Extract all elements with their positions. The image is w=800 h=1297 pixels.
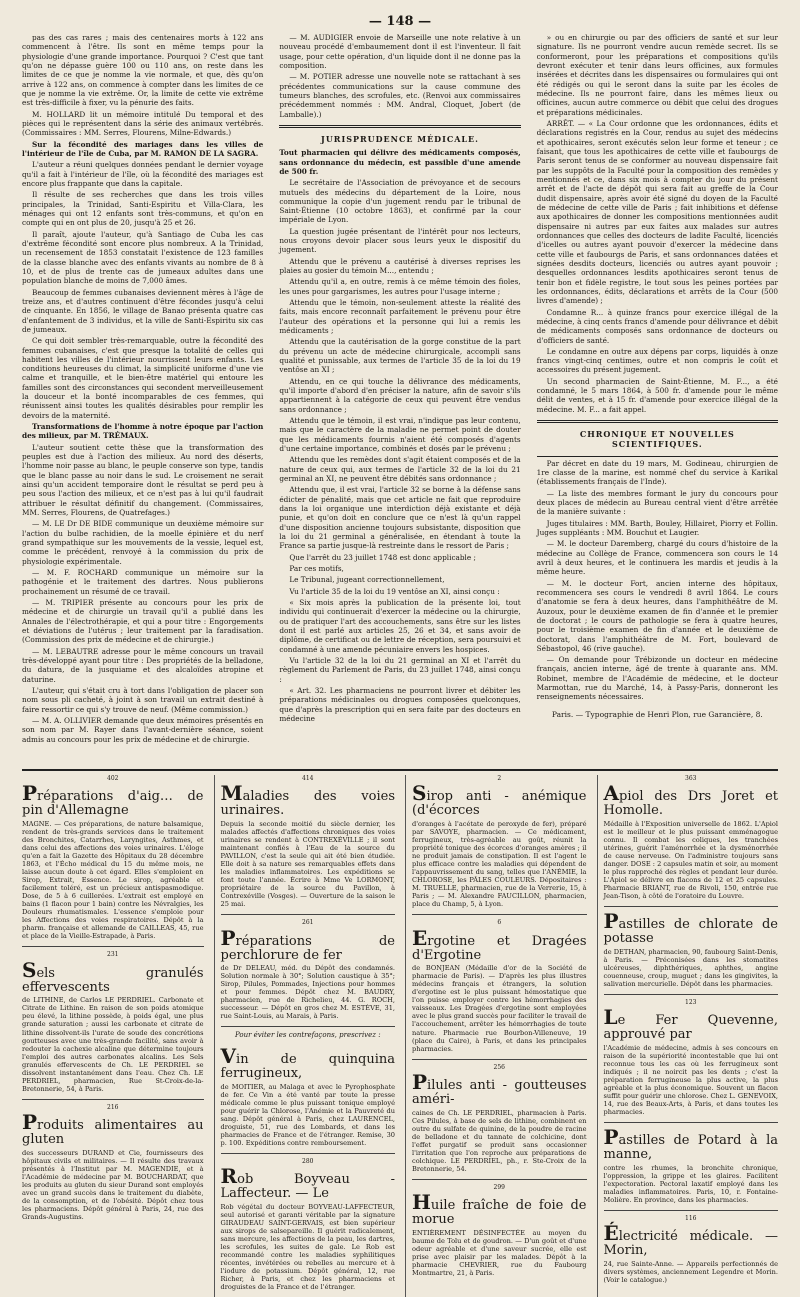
section-divider (537, 420, 778, 423)
ad-body: Rob végétal du docteur BOYVEAU-LAFFECTEUR, seul autorisé et garanti véritable par la signature GIRAUDEAU SAINT-GERVAIS, est bien supérieur aux sirops de salsepareille. Il guérit radicalement, sans mercure, les affections de la peau, les dartres, les scrofules, les suites de gale. Le Rob est recommandé contre les maladies syphilitiques récentes, invétérées ou rebelles au mercure et à l'iodure de potassium. Dépôt général, 12, rue Richer, à Paris, et chez les pharmaciens et droguistes de la France et de l'étranger. (220, 1202, 395, 1292)
ad-body: de Dr DELEAU, méd. du Dépôt des condamnés. Solution normale à 30°; Solution caustique à 35°; Sirop, Pilules, Pommades, Injections pour hommes et pour femmes. Dépôt chez M. BAUDRY, pharmacien, rue de Richelieu, 44. G. ROCH, successeur. — Dépôt en gros chez M. ESTÈVE, 31, rue Saint-Louis, au Marais, à Paris. (220, 964, 395, 1021)
advertisement (604, 911, 779, 988)
ad-title: Sels granulés effervescents (22, 957, 204, 995)
ad-number: 414 (302, 775, 314, 782)
paragraph: Attendu que les remèdes dont s'agit étaient composés et de la nature de ceux qui, aux termes de l'article 32 de la loi du 21 germinal an XI, ne peuvent être débités sans ordonnance ; (279, 455, 521, 484)
advertisement (221, 1046, 396, 1147)
advertisement (412, 1184, 587, 1277)
ad-body: Médaille à l'Exposition universelle de 1862. L'Apiol est le meilleur et le plus puissant emménagogue connu. Il combat les coliques, les tranchées utérines, guérit l'aménorrhée et la dysménorrhée de cause nerveuse. On l'administre toujours sans danger. DOSE : 2 capsules matin et soir, au moment le plus rapproché des règles et pendant leur durée. L'Apiol se délivre en flacons de 12 et 25 capsules. Pharmacie BRIANT, rue de Rivoli, 150, entrée rue Jean-Tison, à côté de l'oratoire du Louvre. (603, 819, 778, 901)
column-3 (537, 33, 778, 763)
advertisement (604, 1215, 779, 1284)
ad-number: 261 (302, 919, 314, 927)
advertisement (412, 775, 587, 908)
ad-number: 2 (497, 775, 502, 782)
paragraph: — M. le docteur Daremberg, chargé du cours d'histoire de la médecine au Collège de France, commencera son cours le 14 avril à deux heures, et le continuera les mardis et jeudis à la même heure. (536, 539, 778, 577)
article-columns (22, 33, 778, 763)
ad-body: de MOITIER, au Malaga et avec le Pyrophosphate de fer. Ce Vin a été vanté par toute la presse médicale comme le plus puissant tonique employé pour guérir la Chlorose, l'Anémie et la Pauvreté du sang. Dépôt général à Paris, chez LAURENCEL, droguiste, 51, rue des Lombards, et dans les pharmacies de France et de l'étranger. Remise, 30 p. 100. Expéditions contre remboursement. (220, 1082, 395, 1147)
ad-number: 6 (497, 919, 502, 927)
paragraph: Attendu que la cautérisation de la gorge constitue de la part du prévenu un acte de médecine chirurgicale, accompli sans qualité et punissable, aux termes de l'article 35 de la loi du 19 ventôse an XI ; (279, 337, 521, 375)
paragraph: — M. LEBAUTRE adresse pour le même concours un travail très-développé ayant pour titre : Des propriétés de la belladone, du datura, de la jusquiame et des alcaloïdes atropine et daturine. (22, 646, 264, 684)
ad-divider (221, 914, 396, 915)
subheading: Transformations de l'homme à notre époque par l'action des milieux, par M. TRÉMAUX. (22, 422, 264, 441)
advertisement (604, 1127, 779, 1204)
column-1 (22, 33, 263, 763)
ad-title: Apiol des Drs Joret et Homolle. (603, 781, 778, 819)
paragraph: Attendu que, il est vrai, l'article 32 se borne à la défense sans édicter de pénalité, mais que cet article ne fait que reproduire dans la loi organique une interdiction déjà existante et déjà punie, et qu'on doit en conclure que ce n'est là qu'un rappel d'une disposition ancienne toujours subsistante, disposition que la loi du 21 germinal a généralisée, en étendant à toute la France sa partie jusque-là restreinte dans le ressort de Paris ; (279, 485, 521, 551)
paragraph: « Six mois après la publication de la présente loi, tout individu qui continuerait d'exercer la médecine ou la chirurgie, ou de pratiquer l'art des accouchements, sans être sur les listes dont il est parlé aux articles 25, 26 et 34, et sans avoir de diplôme, de certificat ou de lettre de réception, sera poursuivi et condamné à une amende pécuniaire envers les hospices. (279, 597, 521, 654)
ad-divider (221, 1026, 396, 1027)
paragraph: Par décret en date du 19 mars, M. Godineau, chirurgien de 1re classe de la marine, est nommé chef du service à Karikal (établissements français de l'Inde). (536, 458, 778, 487)
ad-body: d'oranges à l'acétate de peroxyde de fer), préparé par SAVOYE, pharmacien. — Ce médicament, ferrugineux, très-agréable au goût, réunit la propriété tonique des écorces d'oranges amères ; il ne produit jamais de constipation. Il est l'agent le plus efficace contre les maladies qui dépendent de l'appauvrissement du sang, telles que l'ANÉMIE, la CHLOROSE, les PÂLES COULEURS. Dépositaires : M. TRUELLE, pharmacien, rue de la Verrerie, 15, à Paris ; — M. Alexandre FAUCILLON, pharmacien, place du Champ, 5, à Lyon. (412, 819, 587, 909)
advertisement (22, 775, 204, 940)
paragraph: — On demande pour Trébizonde un docteur en médecine français, ancien interne, âgé de trente à quarante ans. MM. Robinet, membre de l'Académie de médecine, et le docteur Marmottan, rue du Marché, 14, à Passy-Paris, donneront les renseignements nécessaires. (536, 655, 778, 702)
ad-divider (22, 1099, 204, 1100)
ad-title: Pilules anti - goutteuses améri- (412, 1069, 587, 1107)
paragraph: L'auteur a réuni quelques données pendant le dernier voyage qu'il a fait à l'intérieur de l'île, où la fécondité des mariages est encore plus frappante que dans la capitale. (22, 160, 264, 188)
ad-divider (604, 906, 779, 907)
paragraph: — M. TRIPIER présente au concours pour les prix de médecine et de chirurgie un travail qu'il a publié dans les Annales de l'électrothérapie, et qui a pour titre : Engorgements et déviations de l'utérus ; leur traitement par la faradisation. (Commission des prix de médecine et de chirurgie.) (22, 598, 264, 645)
advertisement (22, 951, 204, 1092)
ad-number: 216 (107, 1103, 119, 1111)
paragraph: Que l'arrêt du 23 juillet 1748 est donc applicable ; (289, 552, 476, 562)
ad-title: Pastilles de Potard à la manne, (603, 1125, 778, 1163)
paragraph: M. HOLLARD lit un mémoire intitulé Du temporal et des pièces qui le représentent dans la série des animaux vertébrés. (Commissaires : MM. Serres, Flourens, Milne-Edwards.) (22, 109, 264, 138)
advertisement (221, 919, 396, 1020)
ad-body: ENTIÈREMENT DÉSINFECTÉE au moyen du baume de Tolu et de goudron. — D'un goût et d'une odeur agréable et d'une saveur sucrée, elle est prise avec plaisir par les malades. Dépôt à la pharmacie CHEVRIER, rue du Faubourg Montmartre, 21, à Paris. (412, 1228, 587, 1277)
paragraph: Un second pharmacien de Saint-Étienne, M. F..., a été condamné, le 5 mars 1864, à 500 fr. d'amende pour le même délit de ventes, et à 15 fr. d'amende pour exercice illégal de la médecine. M. F... a fait appel. (536, 376, 778, 414)
ad-body: l'Académie de médecine, admis à ses concours en raison de la supériorité incontestable que lui ont reconnue tous les cas où les ferrugineux sont indiqués ; il ne noircit pas les dents ; c'est la préparation ferrugineuse la plus active, la plus agréable et la plus économique. Souvent un flacon suffit pour guérir une chlorose. Chez L. GENEVOIX, 14, rue des Beaux-Arts, à Paris, et dans toutes les pharmacies. (603, 1044, 778, 1117)
paragraph: Le secrétaire de l'Association de prévoyance et de secours mutuels des médecins du département de la Loire, nous communique la copie d'un jugement rendu par le tribunal de Saint-Étienne (10 octobre 1863), et confirmé par la cour impériale de Lyon. (279, 178, 521, 225)
ad-title: Ergotine et Dragées d'Ergotine (412, 925, 587, 963)
paragraph: Attendu que le témoin, non-seulement atteste la réalité des faits, mais encore reconnaît parfaitement le prévenu pour être l'auteur des opérations et la personne qui lui a remis les médicaments ; (279, 298, 521, 336)
ad-title: Électricité médicale. — Morin, (603, 1221, 778, 1259)
ad-number: 123 (685, 999, 697, 1007)
advertisement (604, 775, 779, 900)
ad-body: de BONJEAN (Médaille d'or de la Société de pharmacie de Paris). — D'après les plus illustres médecins français et étrangers, la solution d'ergotine est le plus puissant hémostatique que l'on puisse employer contre les hémorrhagies des vaisseaux. Les Dragées d'ergotine sont employées avec le plus grand succès pour faciliter le travail de l'accouchement, arrêter les hémorrhagies de toute nature. Pharmacie rue Bourbon-Villeneuve, 19 (place du Caire), à Paris, et dans les principales pharmacies. (412, 964, 587, 1053)
ad-divider (604, 1210, 779, 1211)
ad-number: 231 (107, 951, 119, 959)
ad-body: 24, rue Sainte-Anne. — Appareils perfectionnés de divers systèmes, anciennement Legendre et Morin. (Voir le catalogue.) (603, 1260, 778, 1285)
jurisprudence-subtitle: Tout pharmacien qui délivre des médicaments composés, sans ordonnance du médecin, est passible d'une amende de 500 fr. (279, 148, 521, 176)
paragraph: Il résulte de ses recherches que dans les trois villes principales, la Trinidad, Santi-Espiritu et Villa-Clara, les ménages qui ont 12 enfants sont très-communs, et qu'on en compte qui en ont plus de 20, jusqu'à 25 et 26. (22, 190, 264, 228)
subheading: Sur la fécondité des mariages dans les villes de l'intérieur de l'île de Cuba, par M. RAMON DE LA SAGRA. (22, 139, 264, 158)
ad-title: Préparations de perchlorure de fer (220, 925, 395, 963)
paragraph: Juges titulaires : MM. Barth, Bouley, Hillairet, Piorry et Follin. Juges suppléants : MM. Bouchut et Laugier. (536, 518, 778, 537)
ad-title: Pastilles de chlorate de potasse (603, 909, 778, 947)
ad-number: 280 (302, 1157, 314, 1165)
ad-divider (604, 1122, 779, 1123)
ad-number: 299 (493, 1183, 505, 1191)
paragraph: Il paraît, ajoute l'auteur, qu'à Santiago de Cuba les cas d'extrême fécondité sont encore plus nombreux. A la Trinidad, un recensement de 1853 constatait l'existence de 123 familles de la classe blanche avec des enfants vivants au nombre de 8 à 10, et de plus de trente cas de jumeaux adultes dans une population blanche de moins de 7,000 âmes. (22, 229, 264, 286)
paragraph: Vu l'article 32 de la loi du 21 germinal an XI et l'arrêt du règlement du Parlement de Paris, du 23 juillet 1748, ainsi conçu : (279, 655, 521, 684)
ad-divider (412, 1059, 587, 1060)
ad-body: Depuis la seconde moitié du siècle dernier, les malades affectés d'affections chroniques des voies urinaires se rendent à CONTREXÉVILLE ; il sont maintenant confiés à l'Eau de la source du PAVILLON, c'est la seule qui ait été bien étudiée. Elle doit à sa nature ses remarquables effets dans les maladies inflammatoires. Les expéditions se font toute l'année. Écrire à Mme Ve LORMONT, propriétaire de la source du Pavillon, à Contrexéville (Vosges). — Ouverture de la saison le 25 mai. (220, 819, 395, 909)
ad-title: Vin de quinquina ferrugineux, (220, 1044, 395, 1081)
paragraph: Attendu que le témoin, il est vrai, n'indique pas leur contenu, mais que le caractère de la maladie ne permet point de douter que les médicaments fournis n'aient été composés d'agents d'une certaine importance, combinés et dosés par le prévenu ; (279, 416, 521, 454)
paragraph: Attendu, en ce qui touche la délivrance des médicaments, qu'il importe d'abord d'en préciser la nature, afin de savoir s'ils appartiennent à la catégorie de ceux qui peuvent être vendus sans ordonnance ; (279, 376, 521, 414)
paragraph: Attendu que le prévenu a cautérisé à diverses reprises les plaies au gosier du témoin M..., entendu ; (279, 256, 521, 276)
advertisement (604, 999, 779, 1116)
ad-title: Préparations d'aig… de pin d'Allemagne (22, 781, 204, 819)
advertisement-section (22, 771, 778, 1292)
ad-body: contre les rhumes, la bronchite chronique, l'oppression, la grippe et les glaires. Facilitent l'expectoration. Pectoral laxatif employé dans les maladies inflammatoires. Paris, 10, r. Fontaine-Molière. En province, dans les pharmacies. (603, 1163, 778, 1205)
advertisement (221, 1031, 396, 1040)
ad-body: de LITHINE, de Carlos LE PERDRIEL. Carbonate et Citrate de Lithine. En raison de son poids atomique peu élevé, la lithine possède, à poids égal, une plus grande saturation ; aussi les carbonate et citrate de lithine dissolvent-ils l'urate de soude des concrétions goutteuses avec une très-grande facilité, sans avoir à redouter la cachexie alcaline que détermine toujours l'emploi des autres carbonates alcalins. Les Sels granulés effervescents de Ch. LE PERDRIEL se dissolvent instantanément dans l'eau. Chez Ch. LE PERDRIEL, pharmacien, Rue St-Croix-de-la-Bretonnerie, 54, à Paris. (22, 996, 204, 1093)
paragraph: — La liste des membres formant le jury du concours pour deux places de médecin au Bureau central vient d'être arrêtée de la manière suivante : (536, 488, 778, 517)
ad-title: Le Fer Quevenne, approuvé par (603, 1005, 778, 1043)
paragraph: — M. A. OLLIVIER demande que deux mémoires présentés en son nom par M. Rayer dans l'avant-dernière séance, soient admis au concours pour les prix de médecine et de chirurgie. (22, 715, 264, 744)
advertisement (412, 919, 587, 1052)
ad-body: caines de Ch. LE PERDRIEL, pharmacien à Paris. Ces Pilules, à base de sels de lithine, combinent en outre du sulfate de quinine, de la poudre de racine de belladone et du tannate de colchicine, dont l'effet purgatif se produit sans occasionner l'irritation que l'on reproche aux préparations de colchique. LE PERDRIEL, ph., r. Ste-Croix de la Bretonnerie, 54. (412, 1108, 587, 1173)
page-number: — 148 — (368, 14, 432, 29)
paragraph: Le condamne en outre aux dépens par corps, liquidés à onze francs vingt-cinq centimes, outre et non compris le coût et accessoires du présent jugement. (536, 346, 778, 375)
ad-tagline: Pour éviter les contrefaçons, prescrivez : (234, 1031, 381, 1040)
ad-divider (412, 1179, 587, 1180)
paragraph: — M. LE Dr DE BIDE communique un deuxième mémoire sur l'action du bulbe rachidien, de la moelle épinière et du nerf grand sympathique sur les mouvements de la vessie, lequel est, comme le précédent, renvoyé à la commission du prix de physiologie expérimentale. (22, 519, 264, 566)
ad-divider (412, 914, 587, 915)
ad-number: 116 (685, 1215, 697, 1223)
paragraph: — M. POTIER adresse une nouvelle note se rattachant à ses précédentes communications sur la cause commune des tumeurs blanches, des scrofules, etc. (Renvoi aux commissaires précédemment nommés : MM. Andral, Cloquet, Jobert (de Lamballe).) (279, 72, 521, 119)
ad-column-1 (22, 775, 204, 1297)
paragraph: ARRÊT. — « La Cour ordonne que les ordonnances, édits et déclarations registrés en la Cour, rendus au sujet des médecins et apothicaires, seront exécutés selon leur forme et teneur ; ce faisant, que tous les apothicaires de cette ville et faubourgs de Paris seront tenus de se conformer au nouveau dispensaire fait par les suppôts de la Faculté pour la composition des remèdes y mentionnés et ce, dans six mois à compter du jour du présent arrêt et de l'acte de dépôt qui sera fait au greffe de la Cour dudit dispensaire, après avoir été signé du doyen de la Faculté de médecine de cette ville de Paris ; fait inhibitions et défense aux apothicaires de donner les compositions mentionnées audit dispensaire ni autres par eux faites aux malades sur autres ordonnances que celles des docteurs de ladite Faculté, licenciés d'icelles ou autres ayant pouvoir d'exercer la médecine dans cette ville et faubourgs de Paris, et sans ordonnances datées et signées desdits docteurs, licenciés ou autres ayant pouvoir ; desquelles ordonnances lesdits apothicaires seront tenus de tenir bon et fidèle registre, le tout sous les peines portées par les ordonnances, édits, déclarations et arrêts de la Cour (500 livres d'amende) ; (536, 118, 778, 306)
paragraph: Le Tribunal, jugeant correctionnellement, (289, 575, 445, 585)
advertisement (22, 1104, 204, 1221)
paragraph: Par ces motifs, (289, 563, 344, 573)
ad-divider (22, 946, 204, 947)
ad-body: des successeurs DURAND et Cie, fournisseurs des hôpitaux civils et militaires. — Il résulte des travaux présentés à l'Institut par M. MAGENDIE, et à l'Académie de médecine par M. BOUCHARDAT, que les produits au gluten du sieur Durand sont employés avec un grand succès dans le traitement du diabète, de la consomption, et de l'obésité. Dépôt chez tous les pharmaciens. Dépôt général à Paris, 24, rue des Grands-Augustins. (22, 1148, 204, 1221)
jurisprudence-heading: JURISPRUDENCE MÉDICALE. (321, 133, 479, 144)
ad-divider (604, 994, 779, 995)
paragraph: La question jugée présentant de l'intérêt pour nos lecteurs, nous croyons devoir placer sous leurs yeux le dispositif du jugement. (279, 226, 521, 255)
ad-title: Maladies des voies urinaires. (220, 781, 395, 819)
ad-title: Sirop anti - anémique (d'écorces (412, 781, 587, 819)
section-divider (537, 456, 778, 457)
paragraph: L'auteur soutient cette thèse que la transformation des peuples est due à l'action des milieux. Au nord des déserts, l'homme noir passe au blanc, le peuple conserve son type, tandis que le blanc passe au noir dans le sud. Le croisement ne serait ainsi qu'un accident temporaire dont le résultat se perd peu à peu sous l'action des milieux, et ce n'est pas à lui qu'il faudrait attribuer le résultat définitif du changement. (Commissaires, MM. Serres, Flourens, de Quatrefages.) (22, 442, 264, 518)
ad-number: 402 (107, 775, 119, 782)
ad-divider (221, 1153, 396, 1154)
chronique-heading: CHRONIQUE ET NOUVELLES SCIENTIFIQUES. (579, 429, 735, 450)
paragraph: Attendu qu'il a, en outre, remis à ce même témoin des fioles, les unes pour gargarismes, les autres pour l'usage interne ; (279, 277, 521, 296)
paragraph: L'auteur, qui s'était cru à tort dans l'obligation de placer son nom sous pli cacheté, à joint à son travail un extrait destiné à faire ressortir ce qui s'y trouve de neuf. (Même commission.) (22, 685, 264, 714)
paragraph: Ce qui doit sembler très-remarquable, outre la fécondité des femmes cubanaises, c'est que presque la totalité de celles qui habitent les villes de l'intérieur nourrissent leurs enfants. Les conditions heureuses du climat, la simplicité uniforme d'une vie calme et tranquille, et le bien-être matériel qui entoure les familles sont des circonstances qui secondent merveilleusement la douceur et la bonté incomparables de ces femmes, qui réunissent ainsi toutes les qualités désirables pour remplir les devoirs de la maternité. (22, 336, 264, 420)
paragraph: Condamne R... à quinze francs pour exercice illégal de la médecine, à cinq cents francs d'amende pour délivrance et débit de médicaments composés sans ordonnance de docteurs ou d'officiers de santé. (536, 307, 778, 345)
paragraph: « Art. 32. Les pharmaciens ne pourront livrer et débiter les préparations médicinales ou drogues composées quelconques, que d'après la prescription qui en sera faite par des docteurs en médecine (279, 685, 521, 723)
advertisement (221, 1158, 396, 1291)
ad-number: 256 (493, 1063, 505, 1071)
advertisement (412, 1064, 587, 1173)
ad-column-2 (214, 775, 396, 1297)
ad-body: MAGNE. — Ces préparations, de nature balsamique, rendent de très-grands services dans le traitement des Bronchites, Catarrhes, Laryngites, Asthmes, et dans celui des affections des voies urinaires. L'éloge qu'en a fait la Gazette des Hôpitaux du 28 décembre 1863, et l'Écho médical du 15 du même mois, ne laisse aucun doute à cet égard. Elles s'emploient en Sirop, Extrait, Essence. Le sirop, agréable et facilement toléré, est un précieux antispasmodique. Dose, de 5 à 6 cuillerées. L'extrait est employé en bains (1 flacon pour 1 bain) contre les Névralgies, les Douleurs rhumatismales. L'essence s'emploie pour les Affections des voies respiratoires. Dépôt à la pharm. française et allemande de CAILLEAS, 45, rue et place de la Vieille-Estrapade, à Paris. (22, 819, 204, 941)
paragraph: pas des cas rares ; mais des centenaires morts à 122 ans commencent à l'être. Ils sont en même temps pour la physiologie d'une grande importance. Pourquoi ? C'est que tant qu'on ne dépasse guère 100 ou 110 ans, on reste dans les limites de ce que je nomme la vie normale, et que, dès qu'on arrive à 122 ans, on commence à compter dans les limites de ce que je nomme la vie extrême. Or, la limite de cette vie extrême est très-difficile à fixer, vu la pénurie des faits. (22, 33, 264, 108)
ad-number: 363 (685, 775, 697, 782)
printer-imprint: Paris. — Typographie de Henri Plon, rue Garancière, 8. (551, 709, 763, 719)
paragraph: — M. F. ROCHARD communique un mémoire sur la pathogénie et le traitement des dartres. Nous publierons prochainement un résumé de ce travail. (22, 568, 264, 596)
paragraph: » ou en chirurgie ou par des officiers de santé et sur leur signature. Ils ne pourront vendre aucun remède secret. Ils se conformeront, pour les préparations et compositions qu'ils devront exécuter et tenir dans leurs officines, aux formules insérées et décrites dans les dispensaires ou formulaires qui ont été rédigés ou qui le seront dans la suite par les écoles de médecine. Ils ne pourront faire, dans les mêmes lieux ou officines, aucun autre commerce ou débit que celui des drogues et préparations médicinales. (536, 33, 778, 117)
paragraph: Beaucoup de femmes cubanaises deviennent mères à l'âge de treize ans, et d'autres continuent d'être fécondes jusqu'à celui de cinquante. En 1856, le village de Banao présenta quatre cas d'enfantement de 3 individus, et la ville de Santi-Espiritu six cas de jumeaux. (22, 287, 264, 334)
ad-body: de DETHAN, pharmacien, 90, faubourg Saint-Denis, à Paris. — Préconisées dans les stomatites ulcéreuses, diphthériques, aphthes, angine couenneuse, croup, muguet ; dans les gingivites, la salivation mercurielle. Dépôt dans les pharmacies. (603, 947, 778, 989)
ad-column-4 (597, 775, 779, 1297)
advertisement (221, 775, 396, 908)
paragraph: — M. le docteur Fort, ancien interne des hôpitaux, recommencera ses cours le vendredi 8 avril 1864. Le cours d'anatomie se fera à deux heures, dans l'amphithéâtre de M. Auzoux, pour le deuxième examen de fin d'année et le premier de doctorat ; le cours de pathologie se fera à quatre heures, pour le troisième examen de fin d'année et le deuxième de doctorat, dans l'amphithéâtre de M. Fort, boulevard de Sébastopol, 46 (rive gauche). (536, 578, 778, 653)
ad-column-3 (405, 775, 587, 1297)
ad-title: Rob Boyveau - Laffecteur. — Le (220, 1164, 395, 1202)
ad-title: Huile fraîche de foie de morue (412, 1190, 587, 1228)
section-divider (279, 125, 520, 128)
column-2 (279, 33, 520, 763)
paragraph: Vu l'article 35 de la loi du 19 ventôse an XI, ainsi conçu : (289, 586, 500, 596)
paragraph: — M. AUDIGIER envoie de Marseille une note relative à un nouveau procédé d'embaumement dont il est l'inventeur. Il fait usage, pour cette opération, d'un liquide dont il ne donne pas la composition. (279, 33, 521, 70)
ad-title: Produits alimentaires au gluten (22, 1110, 204, 1148)
